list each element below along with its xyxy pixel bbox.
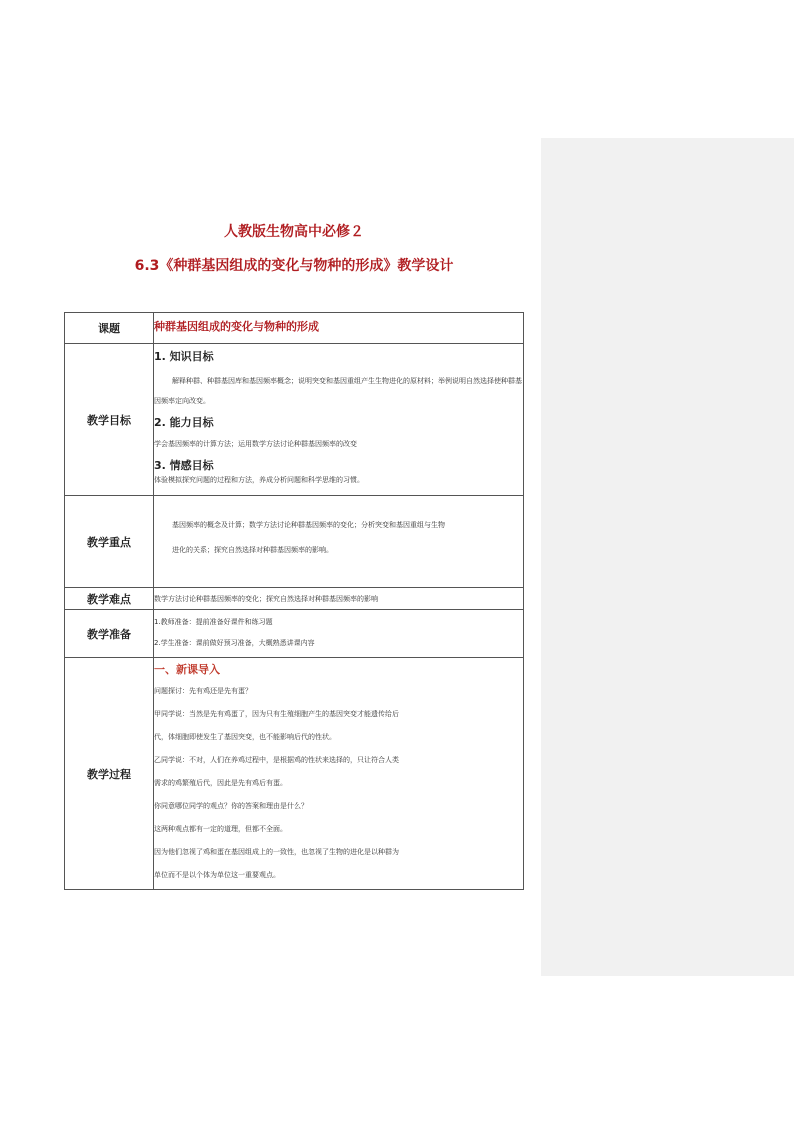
topic-cell xyxy=(154,313,524,344)
process-cell xyxy=(154,658,524,890)
ability-heading: 2. 能力目标 xyxy=(154,416,214,429)
key-points-text-2: 进化的关系；探究自然选择对种群基因频率的影响。 xyxy=(172,546,333,554)
row-key-points xyxy=(65,496,524,588)
lesson-plan-table xyxy=(64,312,524,890)
row-goals xyxy=(65,344,524,496)
title-line-1: 人教版生物高中必修２ xyxy=(224,224,364,240)
label-topic: 课题 xyxy=(65,313,154,344)
emotion-heading: 3. 情感目标 xyxy=(154,459,214,472)
row-process xyxy=(65,658,524,890)
difficulties-text: 数学方法讨论种群基因频率的变化；探究自然选择对种群基因频率的影响 xyxy=(154,594,378,603)
process-p6: 你同意哪位同学的观点？你的答案和理由是什么？ xyxy=(154,802,308,810)
process-p3: 代，体细胞即使发生了基因突变，也不能影响后代的性状。 xyxy=(154,733,336,741)
difficulties-cell xyxy=(154,588,524,610)
key-points-text-1: 基因频率的概念及计算；数学方法讨论种群基因频率的变化；分析突变和基因重组与生物 xyxy=(172,521,445,529)
preparation-item-1: 1.教师准备：提前准备好课件和练习题 xyxy=(154,618,273,626)
comment-pane xyxy=(541,138,794,976)
label-process: 教学过程 xyxy=(65,658,154,890)
row-preparation xyxy=(65,610,524,658)
title-line-2: 6.3《种群基因组成的变化与物种的形成》教学设计 xyxy=(134,258,454,274)
document-title xyxy=(64,222,524,276)
process-p9: 单位而不是以个体为单位这一重要观点。 xyxy=(154,871,280,879)
process-p4: 乙同学说：不对，人们在养鸡过程中，是根据鸡的性状来选择的，只让符合人类 xyxy=(154,756,399,764)
ability-text: 学会基因频率的计算方法；运用数学方法讨论种群基因频率的改变 xyxy=(154,440,357,448)
preparation-item-2: 2.学生准备：课前做好预习准备，大概熟悉讲课内容 xyxy=(154,639,315,647)
process-heading: 一、新课导入 xyxy=(154,663,220,676)
knowledge-text: 解释种群、种群基因库和基因频率概念；说明突变和基因重组产生生物进化的原材料；举例说明自然选择使种群基因频率定向改变。 xyxy=(154,377,522,405)
key-points-cell xyxy=(154,496,524,588)
process-p5: 需求的鸡繁殖后代，因此是先有鸡后有蛋。 xyxy=(154,779,287,787)
row-difficulties xyxy=(65,588,524,610)
emotion-text: 体验模拟探究问题的过程和方法，养成分析问题和科学思维的习惯。 xyxy=(154,476,364,484)
label-key-points: 教学重点 xyxy=(65,496,154,588)
process-p1: 问题探讨：先有鸡还是先有蛋？ xyxy=(154,687,252,695)
topic-value: 种群基因组成的变化与物种的形成 xyxy=(154,320,319,333)
label-difficulties: 教学难点 xyxy=(65,588,154,610)
label-goals: 教学目标 xyxy=(65,344,154,496)
goals-cell xyxy=(154,344,524,496)
process-p8: 因为他们忽视了鸡和蛋在基因组成上的一致性，也忽视了生物的进化是以种群为 xyxy=(154,848,399,856)
preparation-cell xyxy=(154,610,524,658)
process-p7: 这两种观点都有一定的道理，但都不全面。 xyxy=(154,825,287,833)
label-preparation: 教学准备 xyxy=(65,610,154,658)
knowledge-heading: 1. 知识目标 xyxy=(154,350,214,363)
row-topic xyxy=(65,313,524,344)
process-p2: 甲同学说：当然是先有鸡蛋了，因为只有生殖细胞产生的基因突变才能遗传给后 xyxy=(154,710,399,718)
